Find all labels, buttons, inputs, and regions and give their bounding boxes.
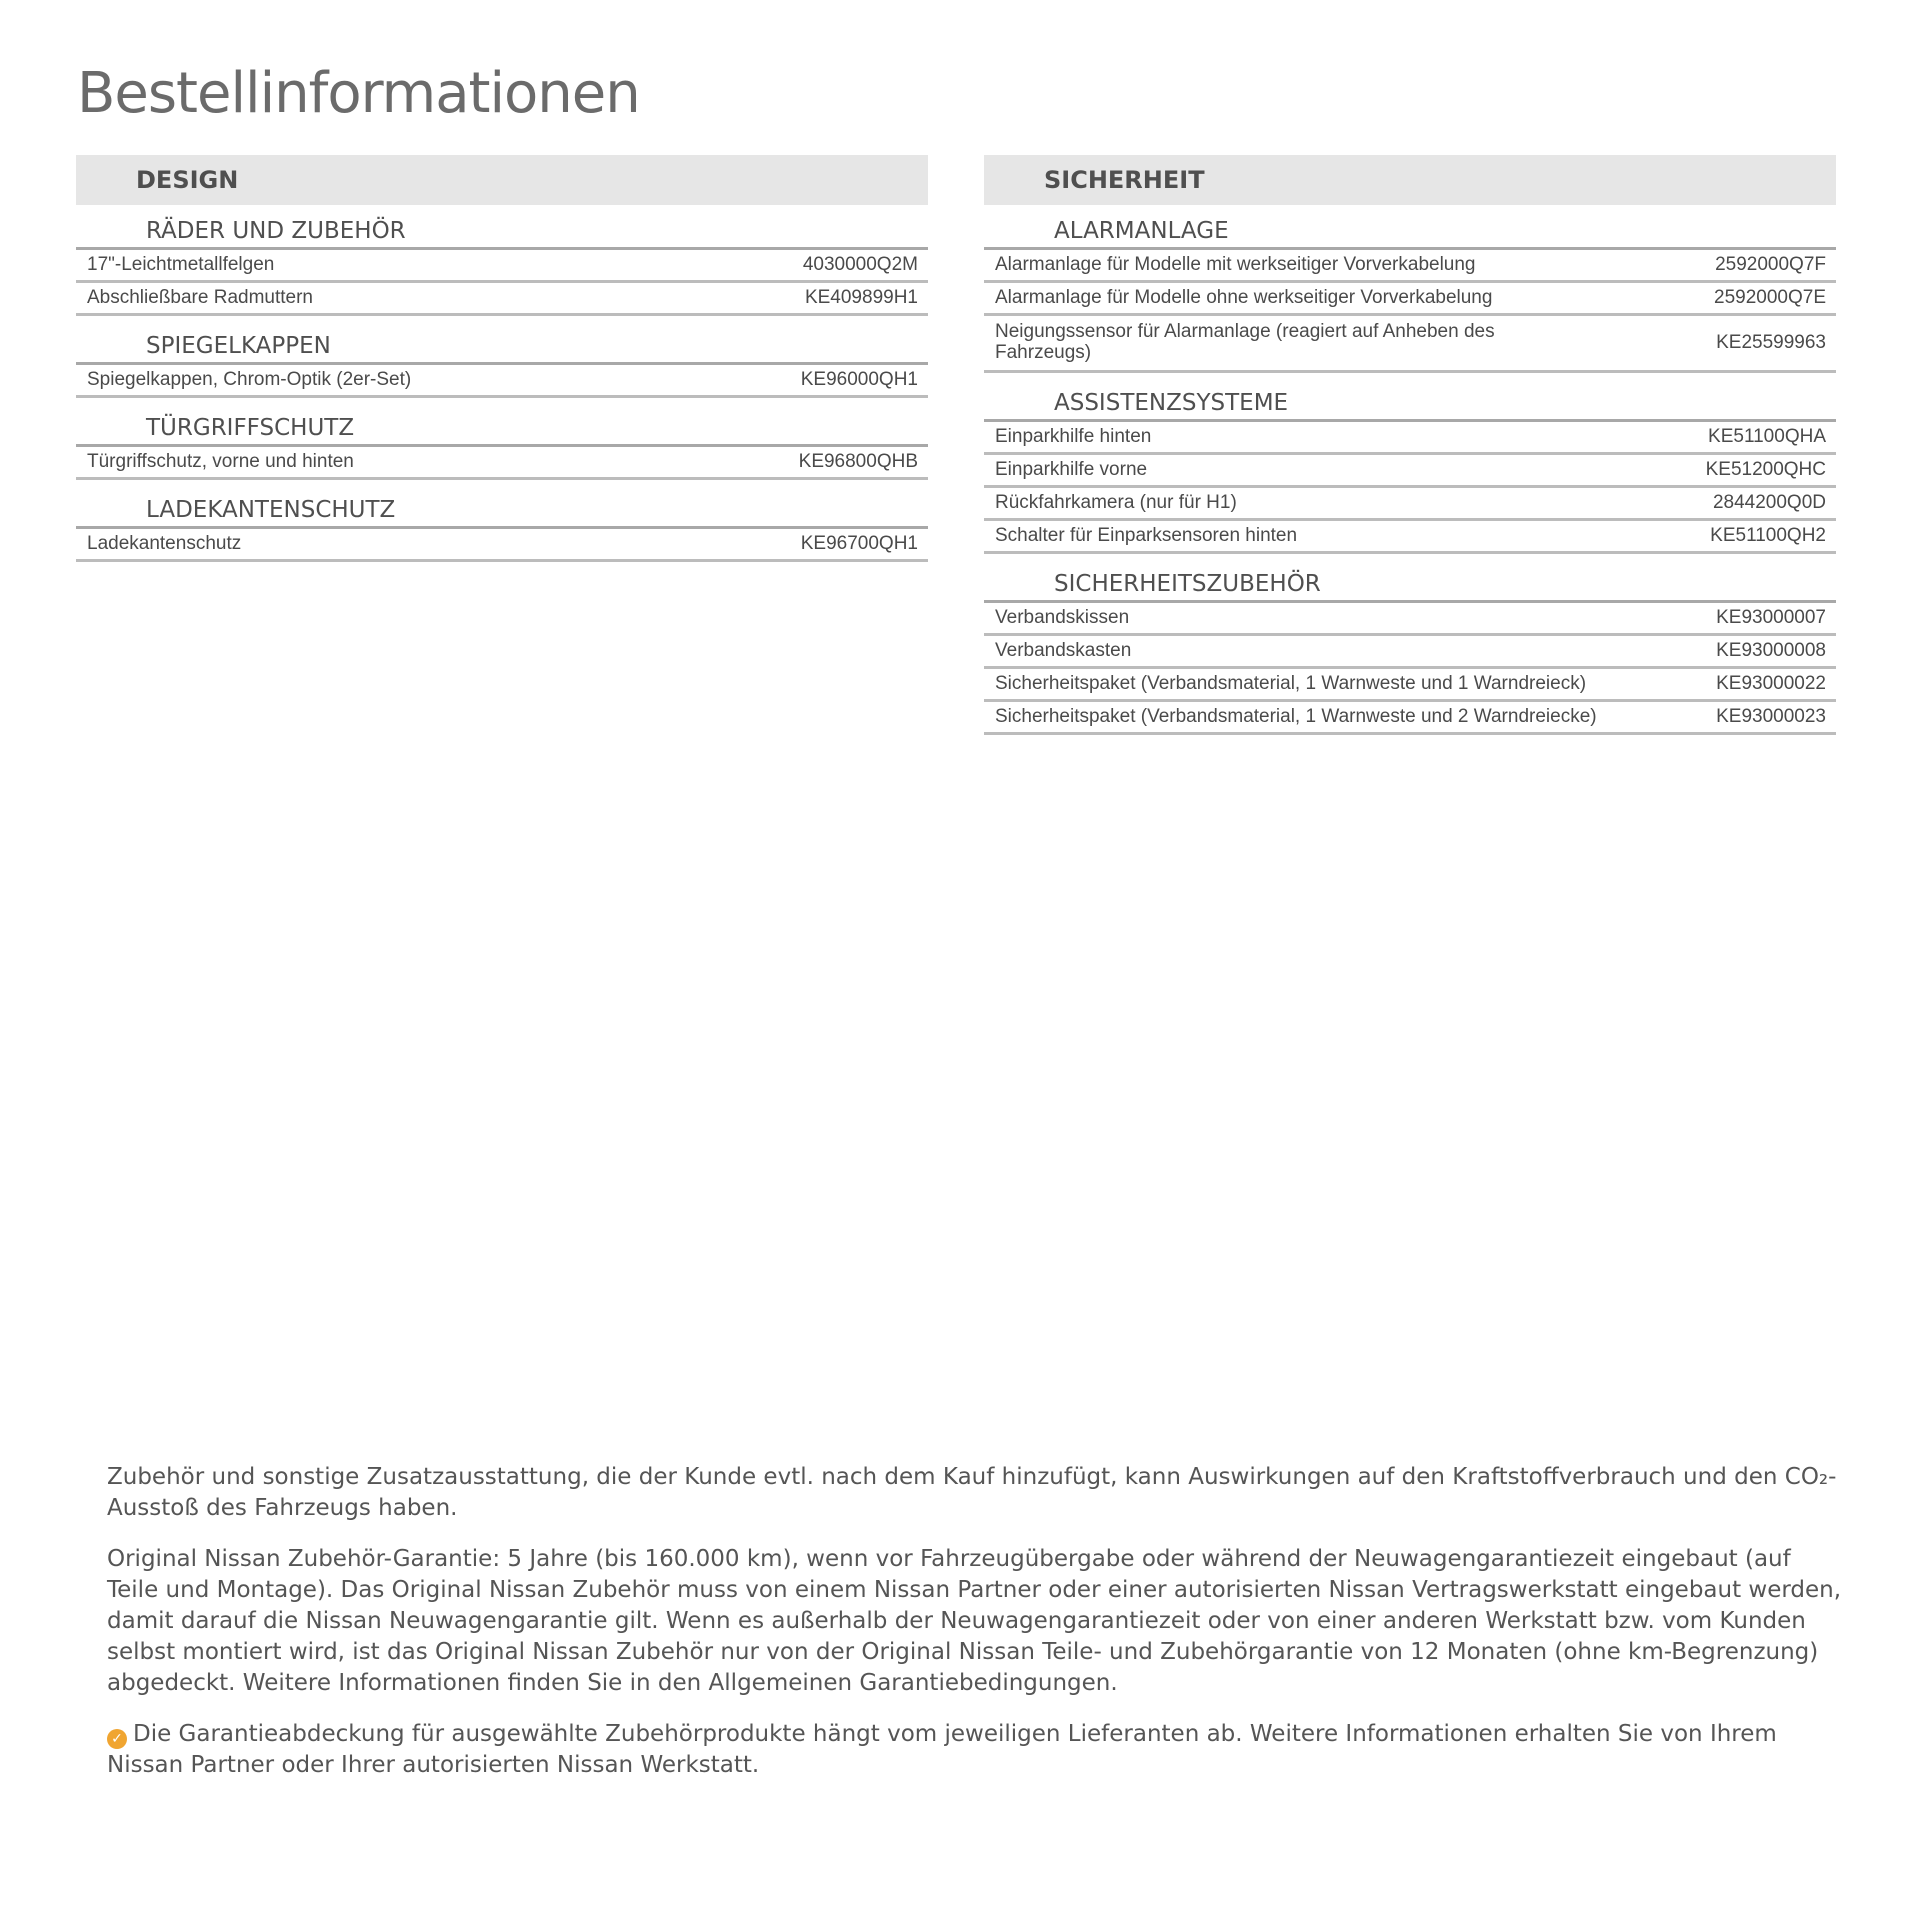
- item-description: Alarmanlage für Modelle ohne werkseitiger Vorverkabelung: [995, 286, 1493, 308]
- item-code: KE25599963: [1716, 332, 1826, 353]
- group-title: RÄDER UND ZUBEHÖR: [76, 215, 928, 250]
- supplier-warranty-text: Die Garantieabdeckung für ausgewählte Zubehörprodukte hängt vom jeweiligen Lieferanten ab. Weitere Informationen erhalten Sie von Ihrem Nissan Partner oder Ihrer autorisierten Nissan Werkstatt.: [107, 1721, 1777, 1778]
- group-assistenzsysteme: [984, 387, 1836, 554]
- sicherheit-section: [984, 155, 1836, 735]
- table-row: [984, 455, 1836, 488]
- item-description: Verbandskissen: [995, 606, 1130, 628]
- item-description: Verbandskasten: [995, 639, 1132, 661]
- item-description: Alarmanlage für Modelle mit werkseitiger Vorverkabelung: [995, 253, 1476, 275]
- group-tuergriffschutz: [76, 412, 928, 480]
- item-description: Ladekantenschutz: [87, 532, 242, 554]
- group-spiegelkappen: [76, 330, 928, 398]
- item-description: Neigungssensor für Alarmanlage (reagiert auf Anheben des Fahrzeugs): [995, 321, 1495, 363]
- item-code: KE93000008: [1716, 640, 1826, 661]
- warranty-badge-icon: ✓: [107, 1729, 127, 1749]
- item-description: Sicherheitspaket (Verbandsmaterial, 1 Warnweste und 1 Warndreieck): [995, 672, 1587, 694]
- group-title: LADEKANTENSCHUTZ: [76, 494, 928, 529]
- table-row: [76, 529, 928, 562]
- group-alarmanlage: [984, 215, 1836, 373]
- table-row: [984, 422, 1836, 455]
- section-header-design: DESIGN: [76, 155, 928, 205]
- table-row: [984, 603, 1836, 636]
- item-code: 4030000Q2M: [802, 254, 918, 275]
- item-code: KE93000022: [1716, 673, 1826, 694]
- group-title: ALARMANLAGE: [984, 215, 1836, 250]
- item-code: 2592000Q7F: [1715, 254, 1826, 275]
- item-description: Türgriffschutz, vorne und hinten: [87, 450, 354, 472]
- item-description: Sicherheitspaket (Verbandsmaterial, 1 Warnweste und 2 Warndreiecke): [995, 705, 1597, 727]
- item-description: Spiegelkappen, Chrom-Optik (2er-Set): [87, 368, 412, 390]
- group-ladekantenschutz: [76, 494, 928, 562]
- item-description: Abschließbare Radmuttern: [87, 286, 313, 308]
- item-code: KE51100QHA: [1708, 426, 1826, 447]
- group-title: SICHERHEITSZUBEHÖR: [984, 568, 1836, 603]
- table-row: [984, 488, 1836, 521]
- table-row: [984, 636, 1836, 669]
- section-header-sicherheit: SICHERHEIT: [984, 155, 1836, 205]
- item-description: Rückfahrkamera (nur für H1): [995, 491, 1237, 513]
- table-row: [76, 250, 928, 283]
- item-code: 2592000Q7E: [1714, 287, 1826, 308]
- consumption-note: Zubehör und sonstige Zusatzausstattung, die der Kunde evtl. nach dem Kauf hinzufügt, kann Auswirkungen auf den Kraftstoffverbrauch und den CO₂-Ausstoß des Fahrzeugs haben.: [107, 1464, 1837, 1521]
- group-raeder: [76, 215, 928, 316]
- item-code: KE96000QH1: [800, 369, 918, 390]
- item-code: KE96700QH1: [800, 533, 918, 554]
- item-description: Einparkhilfe hinten: [995, 425, 1152, 447]
- item-code: KE93000007: [1716, 607, 1826, 628]
- item-description: 17"-Leichtmetallfelgen: [87, 253, 275, 275]
- table-row: [76, 365, 928, 398]
- table-row: [984, 702, 1836, 735]
- table-row: [984, 250, 1836, 283]
- design-section: [76, 155, 928, 562]
- item-code: KE96800QHB: [798, 451, 918, 472]
- table-row: [984, 669, 1836, 702]
- group-title: ASSISTENZSYSTEME: [984, 387, 1836, 422]
- group-sicherheitszubehoer: [984, 568, 1836, 735]
- table-row: [76, 447, 928, 480]
- footer-notes: [107, 1462, 1847, 1801]
- warranty-note: Original Nissan Zubehör-Garantie: 5 Jahre (bis 160.000 km), wenn vor Fahrzeugübergabe oder während der Neuwagengarantiezeit eingebaut (auf Teile und Montage). Das Original Nissan Zubehör muss von einem Nissan Partner oder einer autorisierten Nissan Vertragswerkstatt eingebaut werden, damit darauf die Nissan Neuwagengarantie gilt. Wenn es außerhalb der Neuwagengarantiezeit oder von einer anderen Werkstatt bzw. vom Kunden selbst montiert wird, ist das Original Nissan Zubehör nur von der Original Nissan Teile- und Zubehörgarantie von 12 Monaten (ohne km-Begrenzung) abgedeckt. Weitere Informationen finden Sie in den Allgemeinen Garantiebedingungen.: [107, 1546, 1842, 1696]
- item-code: KE93000023: [1716, 706, 1826, 727]
- item-code: 2844200Q0D: [1712, 492, 1826, 513]
- table-row: [76, 283, 928, 316]
- item-description: Einparkhilfe vorne: [995, 458, 1148, 480]
- item-description: Schalter für Einparksensoren hinten: [995, 524, 1298, 546]
- table-row: [984, 316, 1836, 373]
- group-title: TÜRGRIFFSCHUTZ: [76, 412, 928, 447]
- supplier-warranty-note: [107, 1719, 1847, 1781]
- item-code: KE409899H1: [804, 287, 918, 308]
- item-code: KE51100QH2: [1710, 525, 1826, 546]
- table-row: [984, 521, 1836, 554]
- table-row: [984, 283, 1836, 316]
- page-title: Bestellinformationen: [77, 61, 640, 126]
- item-code: KE51200QHC: [1705, 459, 1826, 480]
- group-title: SPIEGELKAPPEN: [76, 330, 928, 365]
